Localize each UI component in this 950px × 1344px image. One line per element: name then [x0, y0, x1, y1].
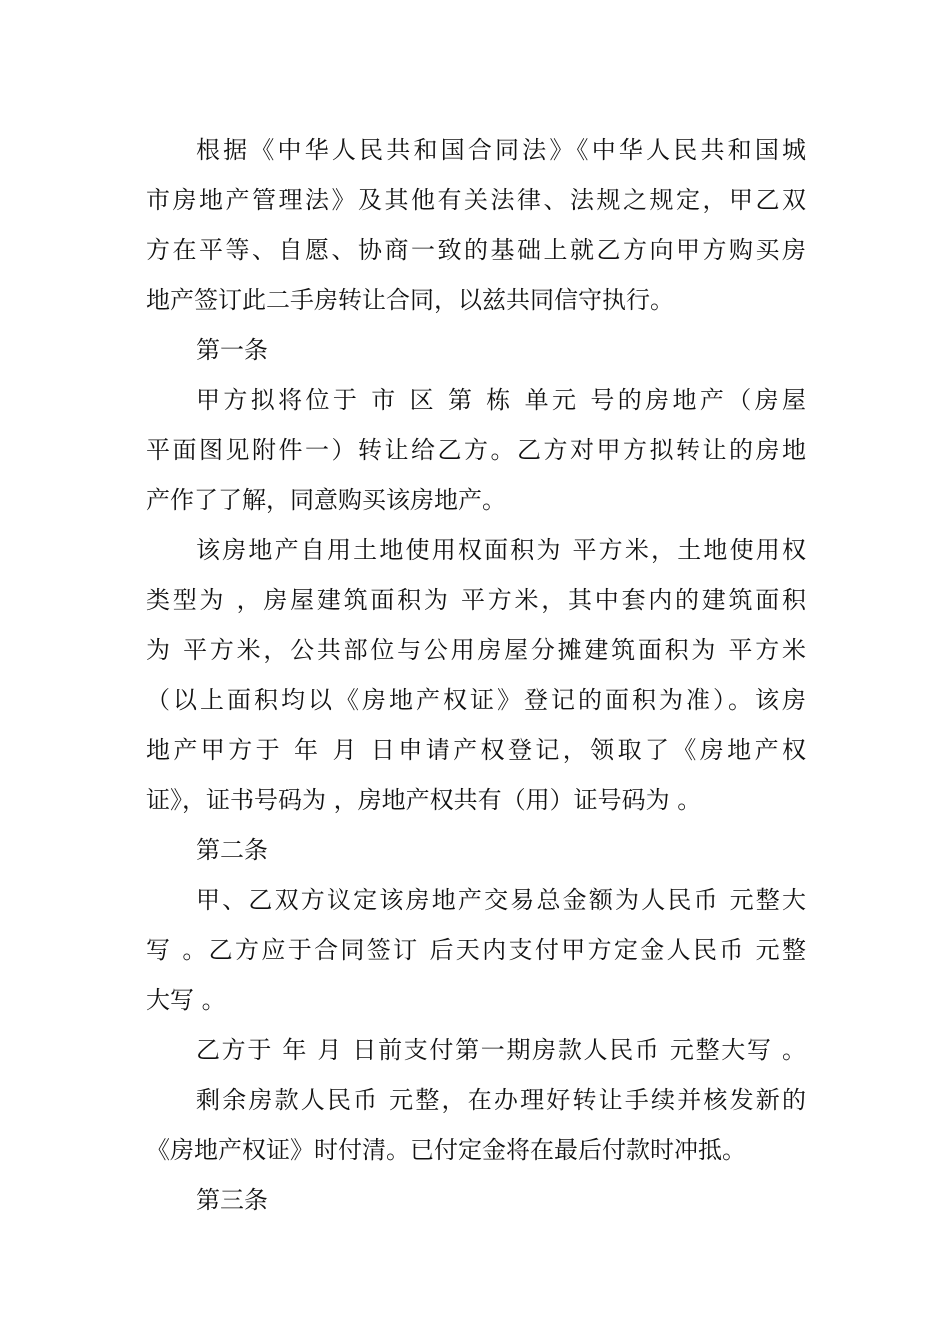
paragraph-line: 平面图见附件一）转让给乙方。乙方对甲方拟转让的房地 — [146, 436, 806, 464]
paragraph-line: 剩余房款人民币 元整，在办理好转让手续并核发新的 — [196, 1086, 806, 1114]
article-heading: 第二条 — [196, 836, 268, 864]
paragraph-line: 写 。乙方应于合同签订 后天内支付甲方定金人民币 元整 — [146, 936, 806, 964]
paragraph-line: 市房地产管理法》及其他有关法律、法规之规定，甲乙双 — [146, 186, 806, 214]
paragraph-line: 大写 。 — [146, 986, 226, 1014]
paragraph-line: 产作了了解，同意购买该房地产。 — [146, 486, 506, 514]
paragraph-line: 乙方于 年 月 日前支付第一期房款人民币 元整大写 。 — [196, 1036, 806, 1064]
paragraph-line: 该房地产自用土地使用权面积为 平方米，土地使用权 — [196, 536, 806, 564]
paragraph-line: 甲、乙双方议定该房地产交易总金额为人民币 元整大 — [196, 886, 806, 914]
paragraph-line: 地产签订此二手房转让合同，以兹共同信守执行。 — [146, 286, 674, 314]
article-heading: 第一条 — [196, 336, 268, 364]
article-heading: 第三条 — [196, 1186, 268, 1214]
paragraph-line: 为 平方米，公共部位与公用房屋分摊建筑面积为 平方米 — [146, 636, 806, 664]
paragraph-line: 类型为 ，房屋建筑面积为 平方米，其中套内的建筑面积 — [146, 586, 806, 614]
paragraph-line: 证》，证书号码为 ，房地产权共有（用）证号码为 。 — [146, 786, 702, 814]
paragraph-line: 方在平等、自愿、协商一致的基础上就乙方向甲方购买房 — [146, 236, 806, 264]
paragraph-line: 根据《中华人民共和国合同法》《中华人民共和国城 — [196, 136, 806, 164]
paragraph-line: 甲方拟将位于 市 区 第 栋 单元 号的房地产（房屋 — [196, 386, 806, 414]
paragraph-line: （以上面积均以《房地产权证》登记的面积为准）。该房 — [146, 686, 806, 714]
paragraph-line: 地产甲方于 年 月 日申请产权登记，领取了《房地产权 — [146, 736, 806, 764]
paragraph-line: 《房地产权证》时付清。已付定金将在最后付款时冲抵。 — [146, 1136, 746, 1164]
